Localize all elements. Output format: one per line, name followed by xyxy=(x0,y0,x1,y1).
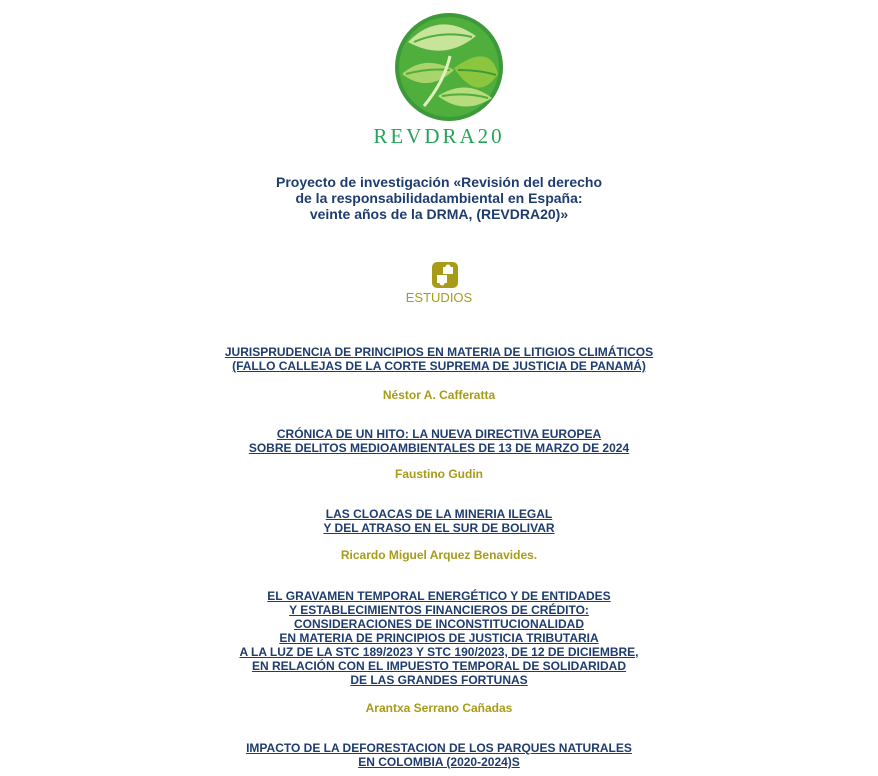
article-title[interactable] xyxy=(0,427,878,455)
article-title-line[interactable]: Y ESTABLECIMIENTOS FINANCIEROS DE CRÉDITO: xyxy=(289,603,589,617)
logo-text: REVDRA20 xyxy=(373,124,505,148)
article-title-line[interactable]: SOBRE DELITOS MEDIOAMBIENTALES DE 13 DE MARZO DE 2024 xyxy=(248,441,630,455)
article-title-line[interactable]: LAS CLOACAS DE LA MINERIA ILEGAL xyxy=(325,507,553,521)
article-author: Faustino Gudin xyxy=(395,467,483,481)
article-title-line[interactable]: (FALLO CALLEJAS DE LA CORTE SUPREMA DE JUSTICIA DE PANAMÁ) xyxy=(232,359,646,373)
article-title-line[interactable]: IMPACTO DE LA DEFORESTACION DE LOS PARQUES NATURALES xyxy=(246,741,632,755)
article-title-line[interactable]: EN COLOMBIA (2020-2024)S xyxy=(358,755,520,769)
article-author: Arantxa Serrano Cañadas xyxy=(365,701,513,715)
project-title-line: de la responsabilidadambiental en España: xyxy=(295,190,583,206)
article-title-line[interactable]: EN MATERIA DE PRINCIPIOS DE JUSTICIA TRIBUTARIA xyxy=(279,631,599,645)
article-title-line[interactable]: Y DEL ATRASO EN EL SUR DE BOLIVAR xyxy=(323,521,555,535)
article-author: Néstor A. Cafferatta xyxy=(382,388,496,402)
article-title-line[interactable]: CRÓNICA DE UN HITO: LA NUEVA DIRECTIVA EUROPEA xyxy=(276,427,602,441)
leaves-logo-icon xyxy=(394,12,504,122)
article-title[interactable] xyxy=(0,507,878,535)
article-title-line[interactable]: EN RELACIÓN CON EL IMPUESTO TEMPORAL DE SOLIDARIDAD xyxy=(251,659,627,673)
puzzle-icon xyxy=(432,262,458,288)
article-title-line[interactable]: A LA LUZ DE LA STC 189/2023 Y STC 190/2023, DE 12 DE DICIEMBRE, xyxy=(239,645,639,659)
article-title[interactable] xyxy=(0,589,878,687)
article-title-line[interactable]: CONSIDERACIONES DE INCONSTITUCIONALIDAD xyxy=(293,617,584,631)
article-title-line[interactable]: DE LAS GRANDES FORTUNAS xyxy=(350,673,528,687)
project-title xyxy=(0,174,878,222)
project-title-line: Proyecto de investigación «Revisión del derecho xyxy=(276,174,602,190)
article-title[interactable] xyxy=(0,345,878,373)
article-title-line[interactable]: JURISPRUDENCIA DE PRINCIPIOS EN MATERIA DE LITIGIOS CLIMÁTICOS xyxy=(224,345,654,359)
project-title-line: veinte años de la DRMA, (REVDRA20)» xyxy=(309,206,569,222)
article-title-line[interactable]: EL GRAVAMEN TEMPORAL ENERGÉTICO Y DE ENTIDADES xyxy=(267,589,611,603)
article-author: Ricardo Miguel Arquez Benavides. xyxy=(340,548,538,562)
section-label: ESTUDIOS xyxy=(405,290,473,305)
article-title[interactable] xyxy=(0,741,878,769)
